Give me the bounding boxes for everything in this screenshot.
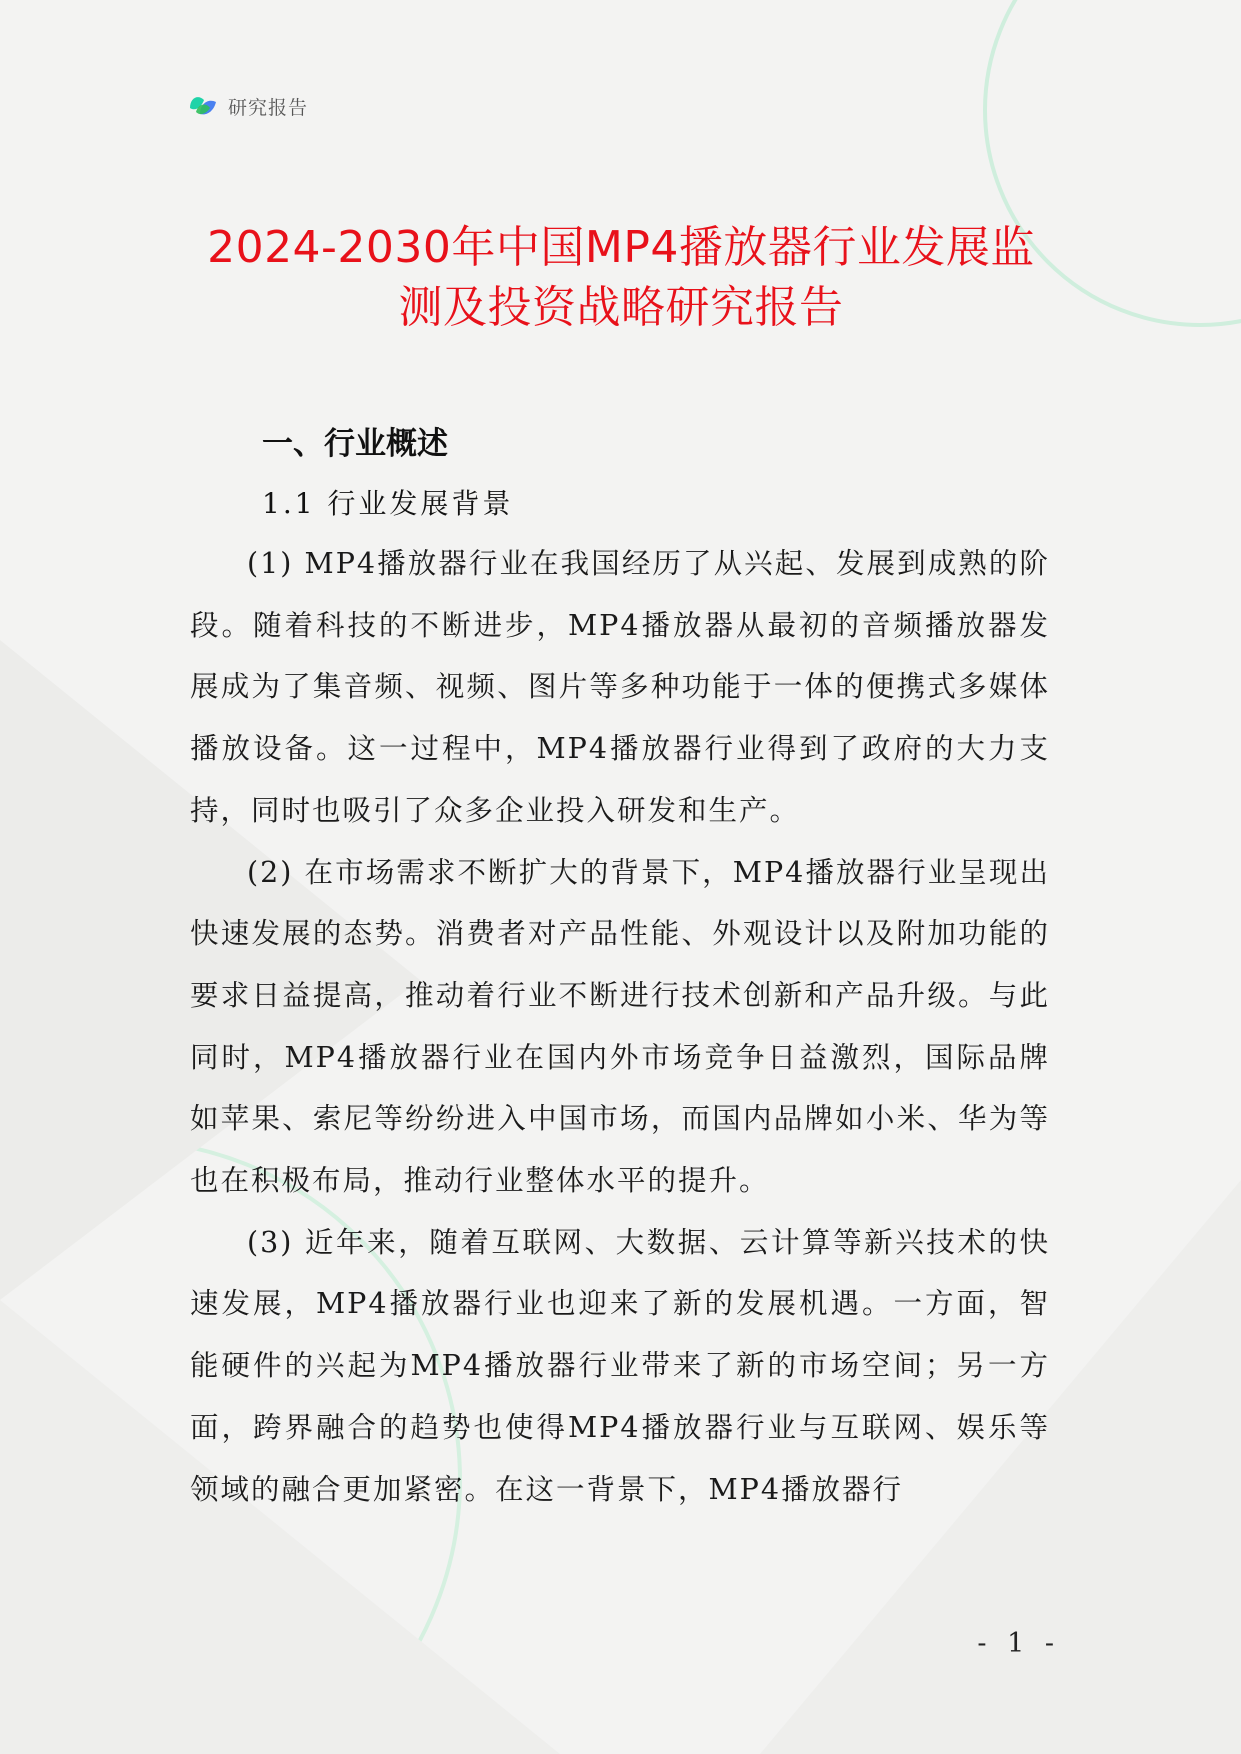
paragraph-3: (3) 近年来，随着互联网、大数据、云计算等新兴技术的快速发展，MP4播放器行业也迎来了新的发展机遇。一方面，智能硬件的兴起为MP4播放器行业带来了新的市场空间；另一方面，跨界融合的趋势也使得MP4播放器行业与互联网、娱乐等领域的融合更加紧密。在这一背景下，MP4播放器行: [190, 1225, 1050, 1506]
paragraph-2: (2) 在市场需求不断扩大的背景下，MP4播放器行业呈现出快速发展的态势。消费者对产品性能、外观设计以及附加功能的要求日益提高，推动着行业不断进行技术创新和产品升级。与此同时，MP4播放器行业在国内外市场竞争日益激烈，国际品牌如苹果、索尼等纷纷进入中国市场，而国内品牌如小米、华为等也在积极布局，推动行业整体水平的提升。: [190, 855, 1050, 1198]
leaf-logo-icon: [186, 88, 222, 124]
section-heading: 一、行业概述: [262, 426, 448, 462]
report-title: 2024-2030年中国MP4播放器行业发展监测及投资战略研究报告: [207, 222, 1035, 333]
brand-header: [186, 88, 308, 124]
body-text: [190, 533, 1050, 1520]
subsection-heading: 1.1 行业发展背景: [262, 487, 514, 520]
paragraph-1: (1) MP4播放器行业在我国经历了从兴起、发展到成熟的阶段。随着科技的不断进步，MP4播放器从最初的音频播放器发展成为了集音频、视频、图片等多种功能于一体的便携式多媒体播放设备。这一过程中，MP4播放器行业得到了政府的大力支持，同时也吸引了众多企业投入研发和生产。: [190, 547, 1050, 827]
page-number: - 1 -: [977, 1628, 1060, 1659]
brand-label: 研究报告: [228, 96, 309, 119]
